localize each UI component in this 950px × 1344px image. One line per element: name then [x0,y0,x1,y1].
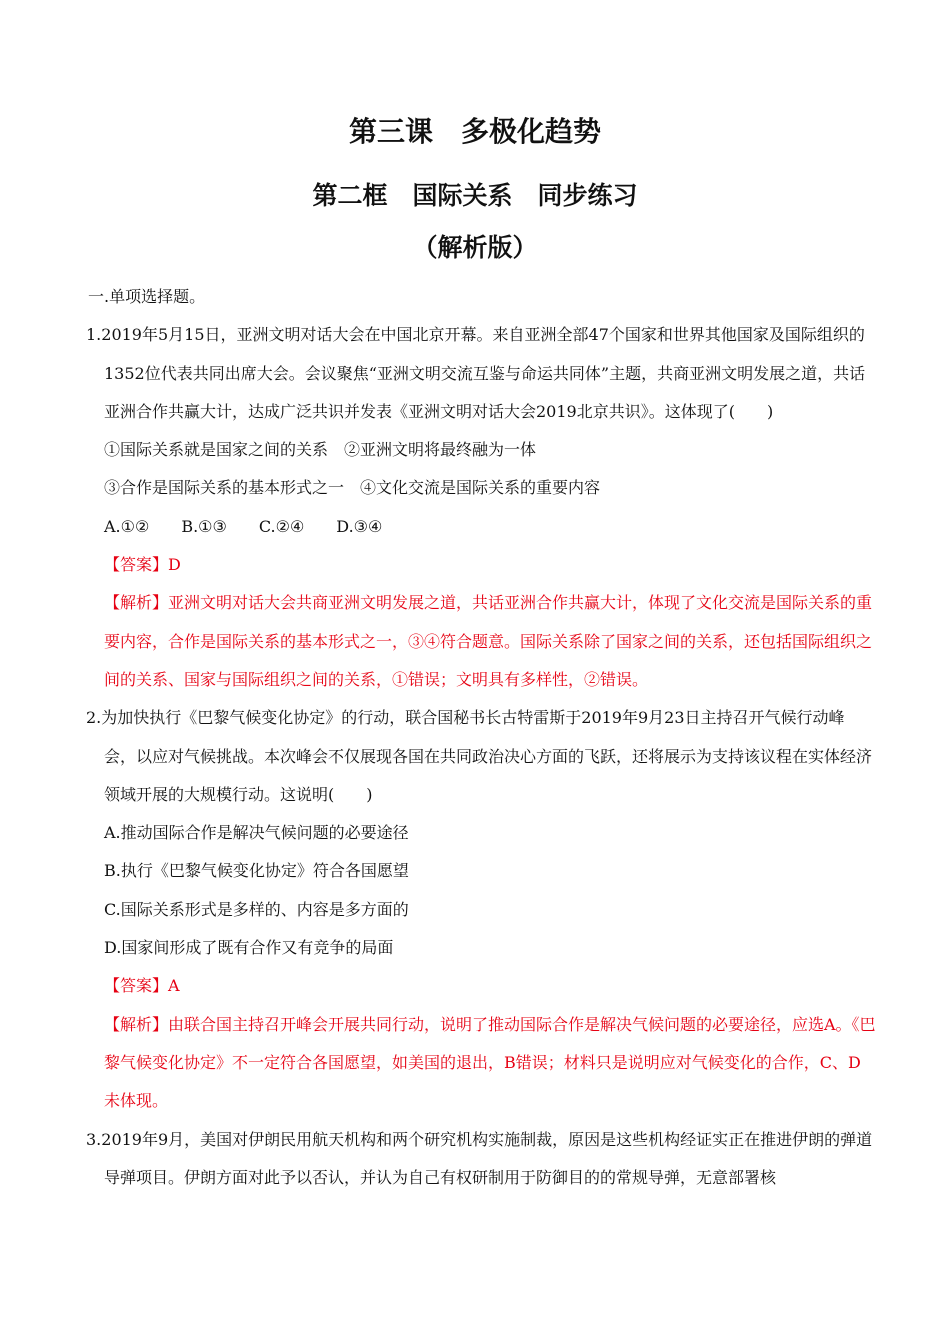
explanation: 【解析】亚洲文明对话大会共商亚洲文明发展之道，共话亚洲合作共赢大计，体现了文化交流是国际关系的重要内容，合作是国际关系的基本形式之一，③④符合题意。国际关系除了国家之间的关系，还包括国际组织之间的关系、国家与国际组织之间的关系，①错误；文明具有多样性，②错误。 [104,593,873,689]
section-title: 第二框 国际关系 同步练习 [312,181,638,210]
question-stem: 3.2019年9月，美国对伊朗民用航天机构和两个研究机构实施制裁，原因是这些机构经证实正在推进伊朗的弹道导弹项目。伊朗方面对此予以否认，并认为自己有权研制用于防御目的的常规导弹，无意部署核 [86,1129,873,1187]
document-body [86,278,876,1197]
option-d: D.国家间形成了既有合作又有竞争的局面 [104,938,394,958]
question-1 [86,316,876,699]
statement-line: ①国际关系就是国家之间的关系 ②亚洲文明将最终融为一体 [104,440,537,460]
explanation: 【解析】由联合国主持召开峰会开展共同行动，说明了推动国际合作是解决气候问题的必要途径，应选A。《巴黎气候变化协定》不一定符合各国愿望，如美国的退出，B错误；材料只是说明应对气候变化的合作，C、D未体现。 [104,1014,876,1111]
question-stem: 1.2019年5月15日，亚洲文明对话大会在中国北京开幕。来自亚洲全部47个国家和世界其他国家及国际组织的1352位代表共同出席大会。会议聚焦“亚洲文明交流互鉴与命运共同体”主题，共商亚洲文明发展之道，共话亚洲合作共赢大计，达成广泛共识并发表《亚洲文明对话大会2019北京共识》。这体现了( ) [86,325,866,421]
option-a: A.推动国际合作是解决气候问题的必要途径 [104,823,409,843]
question-2 [86,699,876,1120]
options-line: A.①② B.①③ C.②④ D.③④ [104,516,383,536]
question-3 [86,1121,876,1198]
part-heading: 一.单项选择题。 [88,287,206,306]
lesson-title: 第三课 多极化趋势 [348,115,601,148]
answer: 【答案】A [104,976,180,996]
option-b: B.执行《巴黎气候变化协定》符合各国愿望 [104,861,409,881]
question-stem: 2.为加快执行《巴黎气候变化协定》的行动，联合国秘书长古特雷斯于2019年9月23日主持召开气候行动峰会，以应对气候挑战。本次峰会不仅展现各国在共同政治决心方面的飞跃，还将展示为支持该议程在实体经济领域开展的大规模行动。这说明( ) [86,708,873,804]
option-c: C.国际关系形式是多样的、内容是多方面的 [104,899,409,919]
edition-title: （解析版） [412,233,538,262]
answer: 【答案】D [104,555,181,575]
statement-line: ③合作是国际关系的基本形式之一 ④文化交流是国际关系的重要内容 [104,478,601,498]
